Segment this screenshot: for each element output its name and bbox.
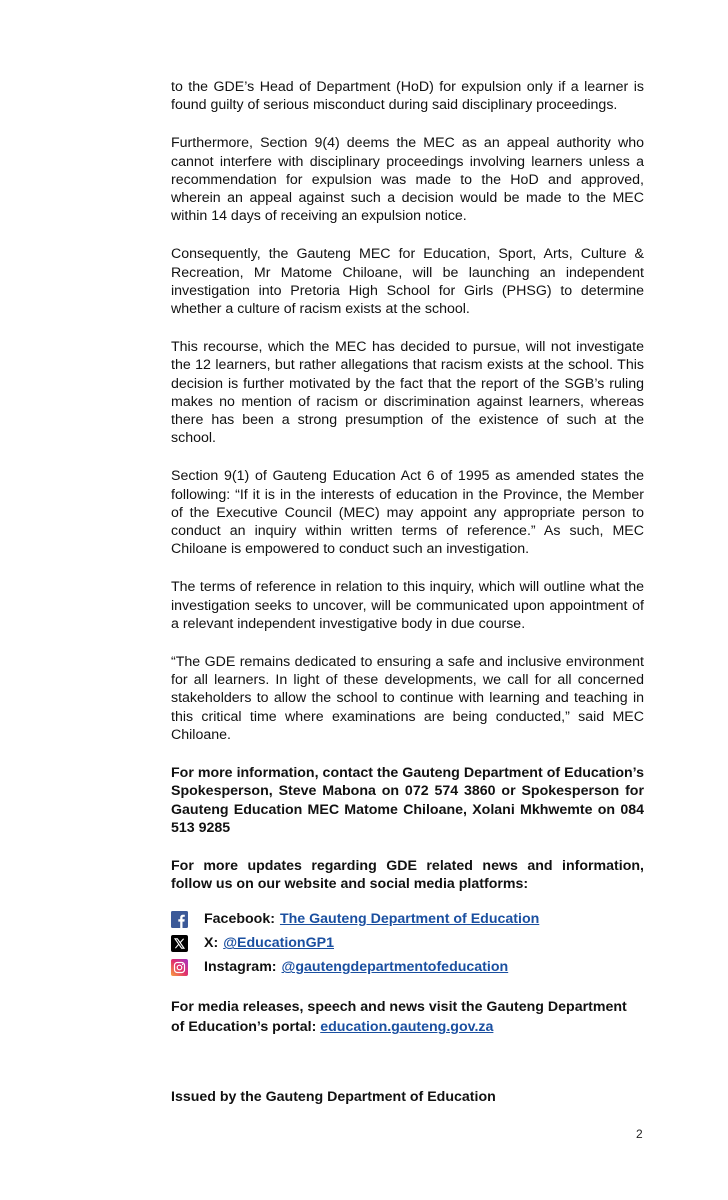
portal-link[interactable]: education.gauteng.gov.za	[320, 1019, 494, 1036]
contact-information: For more information, contact the Gauteng Department of Education’s Spokesperson, Steve Mabona on 072 574 3860 or Spokesperson for Gauteng Education MEC Matome Chiloane, Xolani Mkhwemte on 084 513 9285	[171, 765, 644, 836]
social-item-facebook	[171, 907, 644, 931]
paragraph-quote: “The GDE remains dedicated to ensuring a safe and inclusive environment for all learners. In light of these developments, we call for all concerned stakeholders to allow the school to continue with learning and teaching in this critical time where examinations are being conducted,” said MEC Chiloane.	[171, 654, 644, 743]
portal-text: For media releases, speech and news visit the Gauteng Department of Education’s portal:	[171, 999, 627, 1036]
facebook-label: Facebook:	[204, 911, 275, 928]
document-page	[171, 78, 644, 1105]
social-item-instagram	[171, 955, 644, 979]
issued-by: Issued by the Gauteng Department of Education	[171, 1089, 496, 1106]
paragraph-appeal-authority: Furthermore, Section 9(4) deems the MEC as an appeal authority who cannot interfere with disciplinary proceedings involving learners unless a recommendation for expulsion was made to the HoD and approved, wherein an appeal against such a decision would be made to the MEC within 14 days of receiving an expulsion notice.	[171, 135, 644, 225]
instagram-icon	[171, 959, 188, 976]
paragraph-expulsion: to the GDE’s Head of Department (HoD) for expulsion only if a learner is found guilty of serious misconduct during said disciplinary proceedings.	[171, 79, 644, 114]
x-icon	[171, 935, 188, 952]
instagram-label: Instagram:	[204, 959, 277, 976]
page-number: 2	[636, 1127, 643, 1141]
social-media-list	[171, 907, 644, 979]
facebook-link[interactable]: The Gauteng Department of Education	[279, 911, 540, 928]
paragraph-section-9-1: Section 9(1) of Gauteng Education Act 6 of 1995 as amended states the following: “If it is in the interests of education in the Province, the Member of the Executive Council (MEC) may appoint any appropriate person to conduct an inquiry within written terms of reference.” As such, MEC Chiloane is empowered to conduct such an investigation.	[171, 468, 644, 558]
x-label: X:	[204, 935, 219, 952]
paragraph-investigation: Consequently, the Gauteng MEC for Education, Sport, Arts, Culture & Recreation, Mr Matome Chiloane, will be launching an independent investigation into Pretoria High School for Girls (PHSG) to determine whether a culture of racism exists at the school.	[171, 246, 644, 318]
updates-information: For more updates regarding GDE related news and information, follow us on our website and social media platforms:	[171, 857, 644, 893]
paragraph-terms-of-reference: The terms of reference in relation to this inquiry, which will outline what the investigation seeks to uncover, will be communicated upon appointment of a relevant independent investigative body in due course.	[171, 579, 644, 632]
paragraph-recourse: This recourse, which the MEC has decided to pursue, will not investigate the 12 learners, but rather allegations that racism exists at the school. This decision is further motivated by the fact that the report of the SGB’s ruling makes no mention of racism or discrimination against learners, whereas there has been a strong presumption of the existence of such at the school.	[171, 339, 644, 447]
portal-information	[171, 997, 644, 1037]
instagram-link[interactable]: @gautengdepartmentofeducation	[281, 959, 509, 976]
facebook-icon	[171, 911, 188, 928]
social-item-x	[171, 931, 644, 955]
x-link[interactable]: @EducationGP1	[223, 935, 334, 952]
